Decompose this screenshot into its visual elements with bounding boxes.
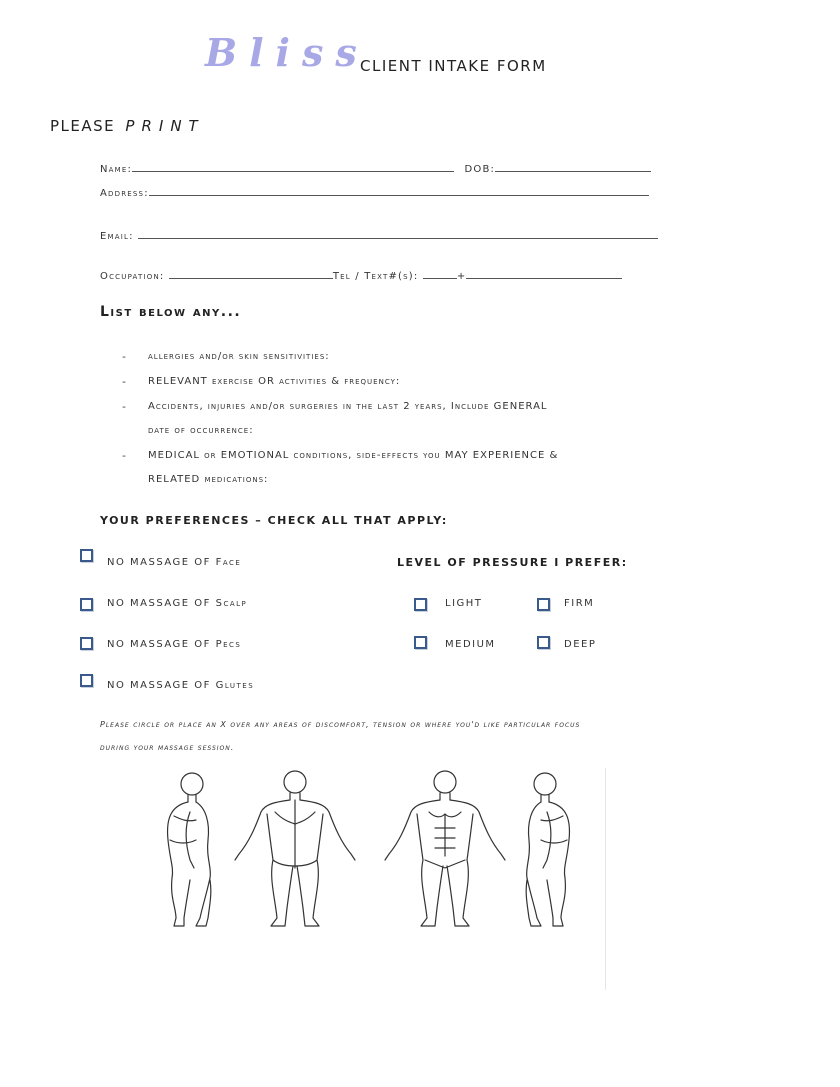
pressure-heading: LEVEL OF PRESSURE I PREFER: — [397, 556, 628, 569]
checkbox-no-pecs[interactable] — [80, 637, 93, 650]
occupation-input[interactable] — [169, 268, 333, 279]
print-label: PRINT — [125, 117, 205, 135]
diagram-note-line2: during your massage session. — [100, 743, 235, 752]
brand-logo: Bliss — [205, 30, 369, 75]
list-item-accidents-cont: date of occurrence: — [148, 425, 254, 436]
dash-1: - — [122, 350, 126, 363]
occupation-row — [100, 268, 622, 282]
dob-label: DOB: — [464, 164, 496, 175]
figure-side-left — [168, 773, 211, 926]
checkbox-light[interactable] — [414, 598, 427, 611]
checkbox-firm[interactable] — [537, 598, 550, 611]
checkbox-no-face[interactable] — [80, 549, 93, 562]
tel-label: Tel / Text#(s): — [332, 271, 419, 282]
name-input[interactable] — [132, 161, 454, 172]
figure-side-right — [526, 773, 569, 926]
email-label: Email: — [100, 231, 134, 242]
dob-input[interactable] — [495, 161, 651, 172]
name-label: Name: — [100, 164, 133, 175]
diagram-note-line1: Please circle or place an X over any areas of discomfort, tension or where you'd like particular focus — [100, 720, 581, 729]
checkbox-no-glutes[interactable] — [80, 674, 93, 687]
option-no-scalp: NO MASSAGE OF Scalp — [107, 598, 248, 609]
list-item-medical: MEDICAL or EMOTIONAL conditions, side-effects you MAY EXPERIENCE & — [148, 450, 559, 461]
list-item-allergies: allergies and/or skin sensitivities: — [148, 351, 330, 362]
option-firm: FIRM — [564, 598, 595, 609]
email-row — [100, 228, 658, 242]
checkbox-medium[interactable] — [414, 636, 427, 649]
option-no-pecs: NO MASSAGE OF Pecs — [107, 639, 242, 650]
figure-front — [385, 771, 505, 926]
form-title: CLIENT INTAKE FORM — [360, 57, 547, 75]
body-diagram[interactable] — [100, 768, 606, 990]
checkbox-deep[interactable] — [537, 636, 550, 649]
tel-input[interactable] — [466, 268, 622, 279]
preferences-heading: YOUR PREFERENCES – CHECK ALL THAT APPLY: — [100, 514, 448, 527]
tel-country-input[interactable] — [423, 268, 457, 279]
address-row — [100, 185, 649, 199]
list-item-medical-cont: RELATED medications: — [148, 474, 269, 485]
name-row — [100, 161, 651, 175]
email-input[interactable] — [138, 228, 658, 239]
option-no-glutes: NO MASSAGE OF Glutes — [107, 680, 255, 691]
list-item-accidents: Accidents, injuries and/or surgeries in the last 2 years, Include GENERAL — [148, 401, 548, 412]
dash-3: - — [122, 400, 126, 413]
please-label: PLEASE — [50, 117, 116, 135]
address-input[interactable] — [149, 185, 649, 196]
occupation-label: Occupation: — [100, 271, 165, 282]
dash-4: - — [122, 449, 126, 462]
list-heading: List below any... — [100, 304, 242, 320]
option-deep: DEEP — [564, 639, 597, 650]
option-no-face: NO MASSAGE OF Face — [107, 557, 242, 568]
option-light: LIGHT — [445, 598, 483, 609]
dash-2: - — [122, 375, 126, 388]
figure-back — [235, 771, 355, 926]
body-figures-illustration — [100, 768, 605, 933]
checkbox-no-scalp[interactable] — [80, 598, 93, 611]
plus-sign: + — [456, 271, 467, 282]
option-medium: MEDIUM — [445, 639, 496, 650]
address-label: Address: — [100, 188, 149, 199]
list-item-exercise: RELEVANT exercise OR activities & frequency: — [148, 376, 401, 387]
print-instruction — [50, 117, 205, 135]
